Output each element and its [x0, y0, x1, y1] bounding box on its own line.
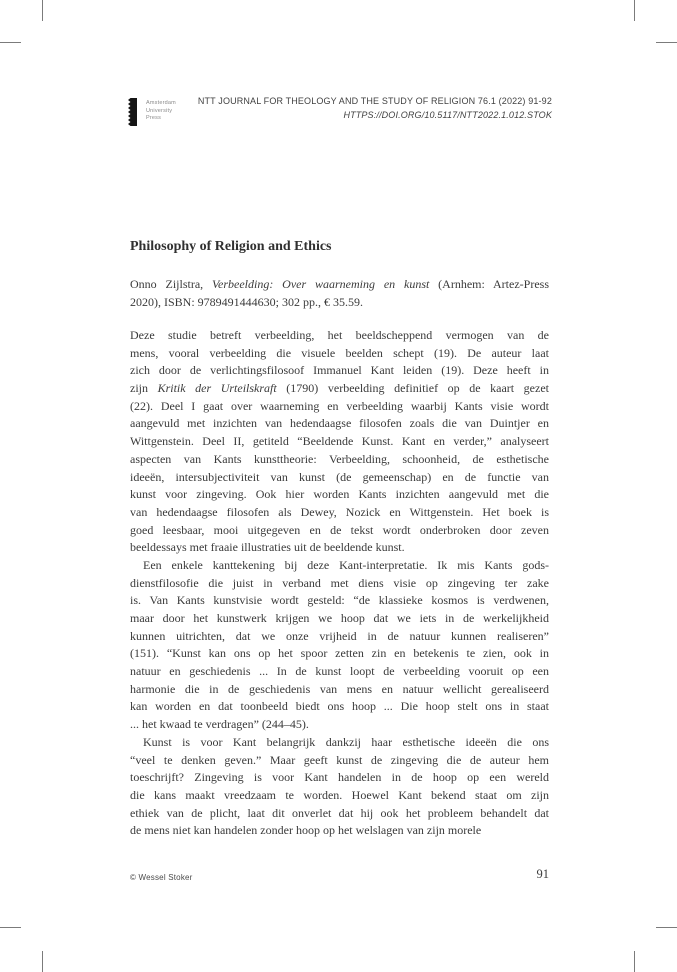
- text-line: toeschrijft? Zingeving is voor Kant handelen in de hoop op een wereld: [130, 770, 549, 785]
- crop-mark-bottom-right-horizontal: [656, 927, 677, 928]
- book-citation: [130, 276, 549, 311]
- copyright-notice: © Wessel Stoker: [130, 873, 193, 882]
- crop-mark-bottom-right-vertical: [634, 951, 635, 972]
- text-line: dienstfilosofie die juist in verband met diens visie op zingeving ter zake: [130, 575, 549, 590]
- text-line: ethiek van de plicht, laat dit onverlet dat hij ook het probleem behandelt dat: [130, 805, 549, 820]
- text-line: zich door de verlichtingsfilosoof Immanuel Kant leiden (19). Deze heeft in: [130, 363, 549, 378]
- text-line: aangevuld met inzichten van hedendaagse filosofen zoals die van Duintjer en: [130, 416, 549, 431]
- text-line: Onno Zijlstra, Verbeelding: Over waarneming en kunst (Arnhem: Artez-Press: [130, 277, 549, 291]
- page-footer: [130, 867, 549, 882]
- text-line: natuur en geschiedenis ... In de kunst loopt de verbeelding vooruit op een: [130, 664, 549, 679]
- text-line: maar door het kunstwerk krijgen we hoop dat we iets in de werkelijkheid: [130, 611, 549, 625]
- text-line: is. Van Kants kunstvisie wordt gesteld: “de klassieke kosmos is verdwenen,: [130, 593, 549, 608]
- doi-line: HTTPS://DOI.ORG/10.5117/NTT2022.1.012.STOK: [343, 109, 552, 120]
- text-line: die kans maakt vreedzaam te worden. Hoewel Kant bekend staat om zijn: [130, 787, 549, 802]
- text-line: aspecten van Kants kunsttheorie: Verbeelding, schoonheid, de esthetische: [130, 451, 549, 466]
- text-line: mens, vooral verbeelding die visuele beelden schept (19). De auteur laat: [130, 345, 549, 360]
- text-line: (22). Deel I gaat over waarneming en verbeelding waarbij Kants visie wordt: [130, 398, 549, 413]
- text-line: Een enkele kanttekening bij deze Kant-interpretatie. Ik mis Kants gods-: [143, 557, 549, 572]
- text-line: 2020), ISBN: 9789491444630; 302 pp., € 35.59.: [130, 294, 364, 309]
- text-line: harmonie die in de geschiedenis van mens en natuur wellicht gerealiseerd: [130, 681, 549, 696]
- text-line: “veel te denken geven.” Maar geeft kunst de zingeving die de auteur hem: [130, 752, 549, 767]
- crop-mark-top-left-horizontal: [0, 42, 21, 43]
- publisher-name-line: Press: [146, 115, 162, 121]
- crop-mark-top-left-vertical: [42, 0, 43, 21]
- crop-mark-top-right-horizontal: [656, 42, 677, 43]
- journal-header: [130, 95, 552, 122]
- text-line: Kunst is voor Kant belangrijk dankzij haar esthetische ideeën die ons: [143, 734, 549, 749]
- text-line: de mens niet kan handelen zonder hoop op het welslagen van zijn morele: [130, 823, 482, 838]
- text-line: kan worden en dat toonbeeld biedt ons hoop ... Die hoop stelt ons in staat: [130, 699, 549, 714]
- text-line: ... het kwaad te verdragen” (244–45).: [130, 717, 309, 732]
- crop-mark-top-right-vertical: [634, 0, 635, 21]
- section-title: Philosophy of Religion and Ethics: [130, 239, 332, 254]
- paragraph: [130, 327, 549, 557]
- text-line: beeldessays met fraaie illustraties uit de beeldende kunst.: [130, 540, 405, 555]
- journal-title-line: NTT JOURNAL FOR THEOLOGY AND THE STUDY OF RELIGION 76.1 (2022) 91-92: [197, 96, 552, 106]
- text-line: kunnen uitrichten, dat we onze vrijheid in de natuur kunnen realiseren”: [130, 628, 549, 643]
- text-line: ideeën, intersubjectiviteit van kunst (de gemeenschap) en de functie van: [130, 469, 549, 484]
- text-line: kunst voor zingeving. Ook hier worden Kants inzichten aangevuld met die: [130, 487, 549, 502]
- text-line: zijn Kritik der Urteilskraft (1790) verbeelding definitief op de kaart gezet: [130, 381, 549, 396]
- paragraph: [130, 734, 549, 840]
- crop-mark-bottom-left-horizontal: [0, 927, 21, 928]
- text-line: (151). “Kunst kan ons op het spoor zetten zin en betekenis te zien, ook in: [130, 646, 549, 661]
- publisher-name-line: University: [146, 107, 173, 114]
- text-line: goed leesbaar, mooi uitgegeven en de tekst wordt onderbroken door zeven: [130, 522, 549, 537]
- text-line: Wittgenstein. Deel II, getiteld “Beeldende Kunst. Kant en verder,” analyseert: [130, 434, 549, 449]
- crop-mark-bottom-left-vertical: [42, 951, 43, 972]
- text-line: Deze studie betreft verbeelding, het beeldscheppend vermogen van de: [130, 328, 549, 342]
- publisher-name-line: Amsterdam: [146, 100, 176, 106]
- review-body: [130, 327, 549, 840]
- page-number: 91: [536, 867, 549, 881]
- paragraph: [130, 557, 549, 734]
- text-line: van hedendaagse filosofen als Dewey, Nozick en Wittgenstein. Het boek is: [130, 504, 549, 519]
